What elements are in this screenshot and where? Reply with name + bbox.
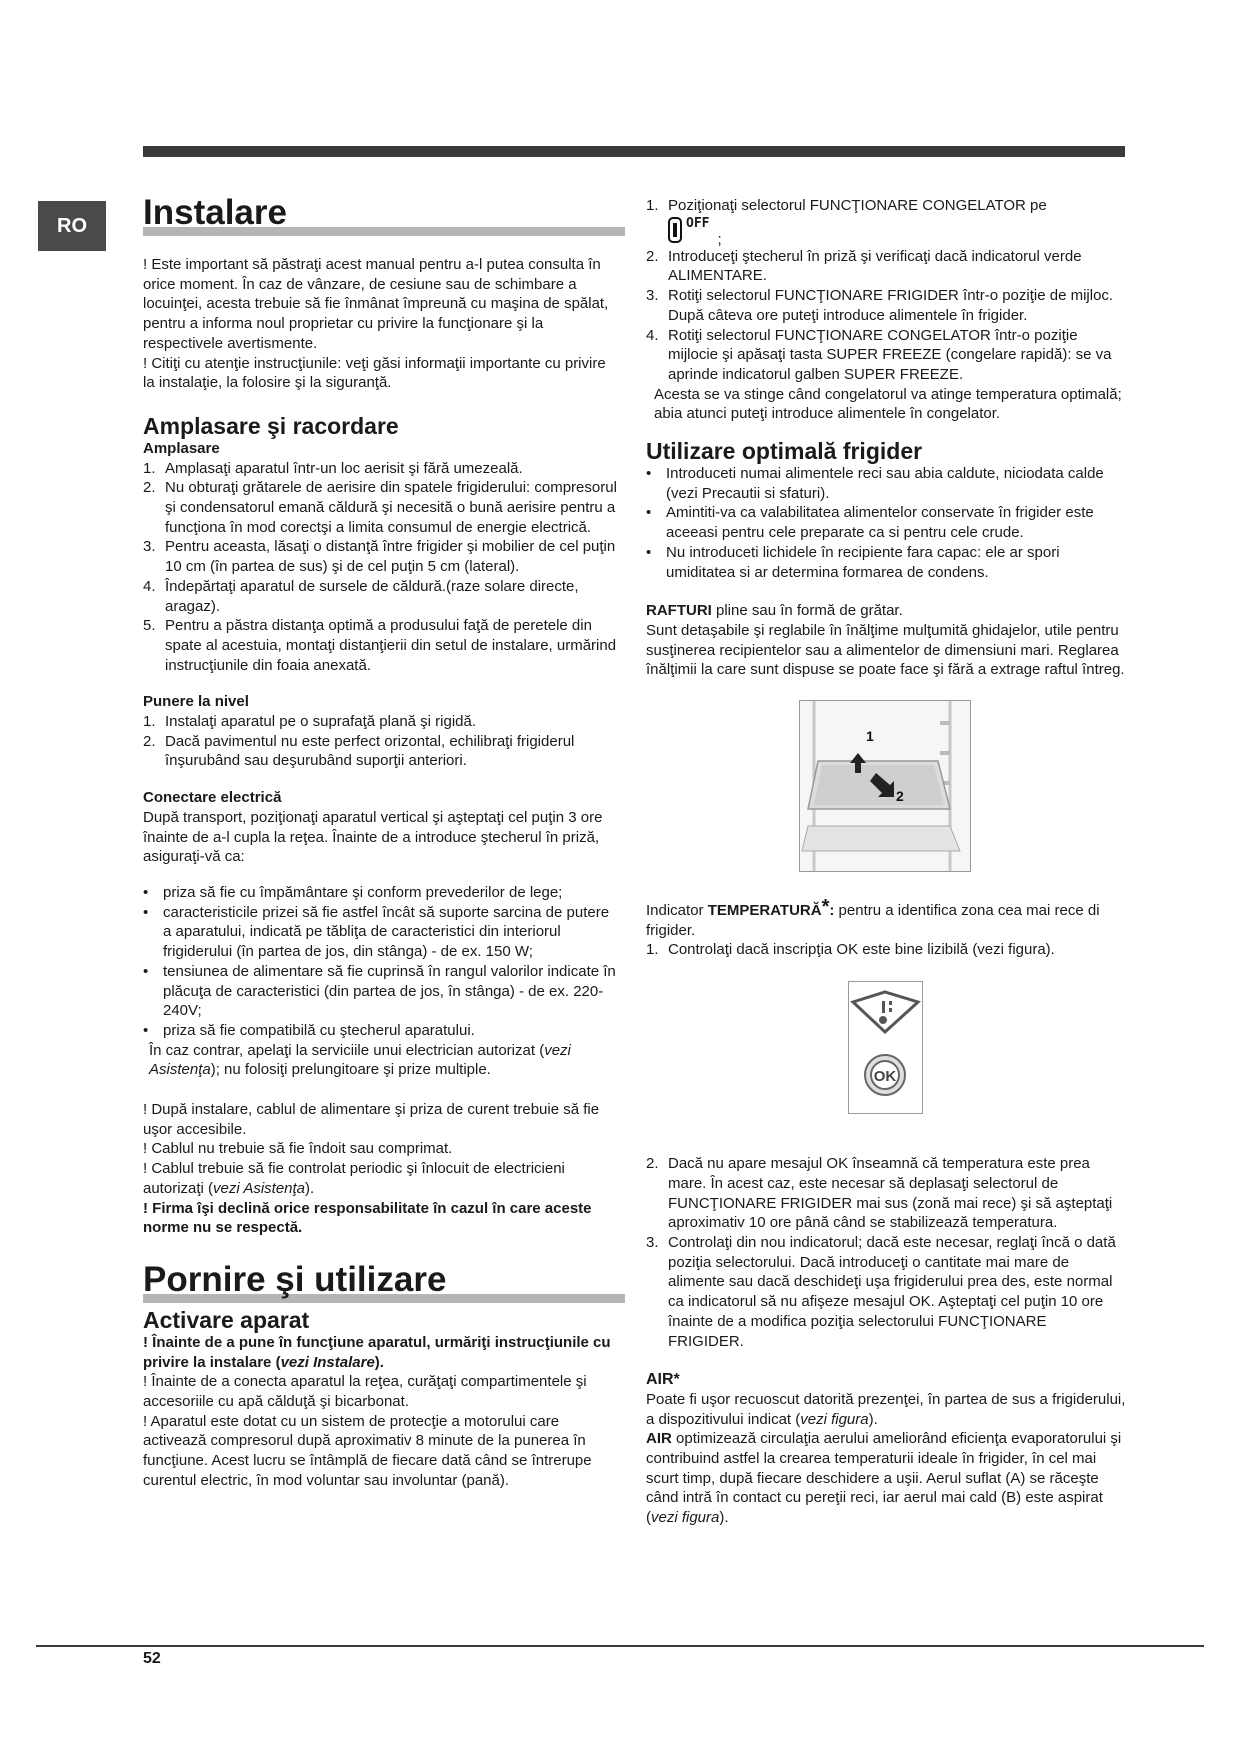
list-item: 1. Controlaţi dacă inscripţia OK este bine lizibilă (vezi figura).	[646, 941, 1055, 959]
startup-steps	[646, 196, 1126, 385]
list-item: • priza să fie compatibilă cu ştecherul aparatului.	[143, 1021, 618, 1041]
list-item: 2. Nu obturaţi grătarele de aerisire din spatele frigiderului: compresorul şi condensatorul emană căldură şi necesită o bună aerisire pentru a funcţiona în mod corectşi a limita consumul de energie electrică.	[143, 479, 617, 536]
activation-warning: ! Înainte de a pune în funcţiune aparatul, urmăriţi instrucţiunile cu privire la instalare (vezi Instalare).	[143, 1333, 611, 1371]
language-label: RO	[57, 214, 87, 237]
footer-rule	[36, 1645, 1204, 1647]
list-item: 2. Dacă pavimentul nu este perfect orizontal, echilibraţi frigiderul înşurubând sau deşurubând suporţii anteriori.	[143, 732, 575, 770]
shelf-figure	[799, 700, 971, 872]
electric-bullets	[143, 883, 618, 1041]
list-item: • Nu introduceti lichidele în recipiente fara capac: ele ar spori umiditatea si ar determina formarea de condens.	[646, 543, 1126, 582]
fig-label-1: 1	[866, 728, 874, 745]
air-paragraph-1: Poate fi uşor recuoscut datorită prezenţei, în partea de sus a frigiderului, a dispozitivului indicat (vezi figura).	[646, 1390, 1126, 1428]
list-item: 5. Pentru a păstra distanţa optimă a produsului faţă de peretele din spate al acestuia, montaţi distanţierii din setul de instalare, urmărind instrucţiunile din foaia anexată.	[143, 617, 617, 674]
list-item: • caracteristicile prizei să fie astfel încât să suporte sarcina de putere a aparatului, indicată pe tăbliţa de caracteristici din interiorul frigiderului (în partea de jos, din stânga) - de ex. 150 W;	[143, 903, 618, 962]
leveling-list	[143, 712, 618, 771]
fig-label-2: 2	[896, 788, 904, 805]
electric-intro: După transport, poziţionaţi aparatul vertical şi aşteptaţi cel puţin 3 ore înainte de a-l cupla la reţea. Înainte de a introduce ştecherul în priză, asiguraţi-vă ca:	[143, 808, 603, 866]
intro-paragraph-2: ! Citiţi cu atenţie instrucţiunile: veţi găsi informaţii importante cu privire la instalaţie, la folosire şi la siguranţă.	[143, 354, 606, 392]
indicator-intro: Indicator TEMPERATURĂ*: pentru a identifica zona cea mai rece di frigider.	[646, 896, 1100, 939]
right-column	[646, 196, 1126, 1528]
section-title-startup: Pornire şi utilizare	[143, 1260, 618, 1303]
heading-optimal-use: Utilizare optimală frigider	[646, 438, 923, 465]
list-item: • tensiunea de alimentare să fie cuprinsă în rangul valorilor indicate în plăcuţa de caracteristici (din partea de jos, în stânga) - de ex. 220-240V;	[143, 962, 618, 1021]
heading-electric: Conectare electrică	[143, 789, 282, 807]
temperature-indicator-icon	[849, 982, 922, 1113]
list-item: 3. Pentru aceasta, lăsaţi o distanţă între frigider şi mobilier de cel puţin 10 cm (în partea de sus) şi de cel puţin 5 cm (lateral).	[143, 538, 616, 576]
list-item: 1. Amplasaţi aparatul într-un loc aerisit şi fără umezeală.	[143, 459, 523, 477]
section-title-installation: Instalare	[143, 193, 618, 236]
top-rule	[143, 146, 1125, 157]
list-item: 3. Rotiţi selectorul FUNCŢIONARE FRIGIDER într-o poziţie de mijloc. După câteva ore puteţi introduce alimentele în frigider.	[646, 287, 1114, 324]
left-column	[143, 193, 618, 1491]
warning-4: ! Firma îşi declină orice responsabilitate în cazul în care aceste norme nu se respectă.	[143, 1199, 592, 1237]
air-paragraph-2: AIR optimizează circulaţia aerului ameliorând eficienţa evaporatorului şi contribuind astfel la crearea temperaturii ideale în frigider, în cel mai scurt timp, după fiecare deschidere a uşii. Aerul suflat (A) se răceşte când intră în contact cu pereţii reci, iar aerul mai cald (B) este aspirat (vezi figura).	[646, 1430, 1122, 1527]
heading-air: AIR*	[646, 1371, 680, 1389]
list-item: • priza să fie cu împământare şi conform prevederilor de lege;	[143, 883, 618, 903]
activation-paragraph-2: ! Înainte de a conecta aparatul la reţea, curăţaţi compartimentele şi accesoriile cu apă călduţă şi bicarbonat.	[143, 1373, 587, 1411]
activation-paragraph-3: ! Aparatul este dotat cu un sistem de protecţie a motorului care activează compresorul după aproximativ 8 minute de la punerea în funcţiune. Acest lucru se întâmplă de fiecare dată când se întrerupe curentul electric, în mod voluntar sau involuntar (pană).	[143, 1412, 592, 1489]
placement-list	[143, 459, 618, 676]
list-item: 2. Dacă nu apare mesajul OK înseamnă că temperatura este prea mare. În acest caz, este necesar să deplasaţi selectorul de FUNCŢIONARE FRIGIDER mai sus (zonă mai rece) şi să aşteptaţi aproximativ 10 ore până când se stabilizează temperatura.	[646, 1155, 1113, 1232]
list-item: • Introduceti numai alimentele reci sau abia caldute, niciodata calde (vezi Precautii si sfaturi).	[646, 464, 1126, 503]
shelf-illustration	[800, 701, 970, 871]
page-number: 52	[143, 1650, 161, 1667]
semicolon: ;	[717, 230, 722, 248]
subheading-placement: Amplasare	[143, 439, 220, 457]
list-item: 3. Controlaţi din nou indicatorul; dacă este necesar, reglaţi încă o dată poziţia selectorului. Dacă introduceţi o cantitate mai mare de alimente sau dacă deschideţi uşa frigiderului prea des, este normal ca indicatorul să nu afişeze mesajul OK. Aşteptaţi cel puţin 10 ore înainte de a modifica poziţia selectorului FUNCŢIONARE FRIGIDER.	[646, 1233, 1116, 1350]
selector-off-icon	[668, 217, 682, 243]
shelves-text: Sunt detaşabile şi reglabile în înălţime mulţumită ghidajelor, utile pentru susţinerea recipientelor sau a alimentelor de dimensiuni mari. Reglarea înălţimii la care sunt dispuse se poate face şi fără a extrage raftul întreg.	[646, 621, 1125, 679]
shelves-label: RAFTURI pline sau în formă de grătar.	[646, 602, 903, 620]
heading-leveling: Punere la nivel	[143, 693, 249, 711]
warning-3: ! Cablul trebuie să fie controlat periodic şi înlocuit de electricieni autorizaţi (vezi Asistenţa).	[143, 1160, 565, 1197]
language-tab	[38, 201, 106, 251]
heading-activation: Activare aparat	[143, 1306, 310, 1333]
list-item: 1. Instalaţi aparatul pe o suprafaţă plană şi rigidă.	[143, 713, 477, 731]
step4-continuation: Acesta se va stinge când congelatorul va atinge temperatura optimală; abia atunci puteţi introduce alimentele în congelator.	[654, 385, 1122, 423]
off-symbol	[668, 217, 1126, 247]
list-item: 4. Rotiţi selectorul FUNCŢIONARE CONGELATOR într-o poziţie mijlocie şi apăsaţi tasta SUPER FREEZE (congelare rapidă): se va aprinde indicatorul galben SUPER FREEZE.	[646, 326, 1112, 383]
list-item: • Amintiti-va ca valabilitatea alimentelor conservate în frigider este aceeasi pentru cele preparate ca si pentru cele crude.	[646, 503, 1126, 542]
off-label: OFF	[686, 215, 710, 231]
electric-contrary: În caz contrar, apelaţi la serviciile unui electrician autorizat (vezi Asistenţa); nu folosiţi prelungitoare şi prize multiple.	[149, 1041, 571, 1079]
list-item: 2. Introduceţi ştecherul în priză şi verificaţi dacă indicatorul verde ALIMENTARE.	[646, 247, 1082, 285]
ok-indicator-figure	[848, 981, 923, 1114]
indicator-steps	[646, 1154, 1126, 1351]
ok-label: OK	[873, 1068, 897, 1086]
intro-paragraph-1: ! Este important să păstraţi acest manual pentru a-l putea consulta în orice moment. În caz de vânzare, de cesiune sau de schimbare a locuinţei, acesta trebuie să fie înmânat împreună cu maşina de spălat, pentru a informa noul proprietar cu privire la funcţionare şi la respectivele avertismente.	[143, 256, 609, 352]
warning-1: ! După instalare, cablul de alimentare şi priza de curent trebuie să fie uşor accesibile.	[143, 1101, 600, 1138]
list-item: 1. Poziţionaţi selectorul FUNCŢIONARE CONGELATOR pe OFF ;	[646, 196, 1126, 247]
warning-2: ! Cablul nu trebuie să fie îndoit sau comprimat.	[143, 1140, 453, 1158]
list-item: 4. Îndepărtaţi aparatul de sursele de căldură.(raze solare directe, aragaz).	[143, 577, 579, 615]
indicator-step-1	[646, 940, 1126, 960]
heading-placement: Amplasare şi racordare	[143, 412, 399, 439]
optimal-bullets	[646, 464, 1126, 582]
